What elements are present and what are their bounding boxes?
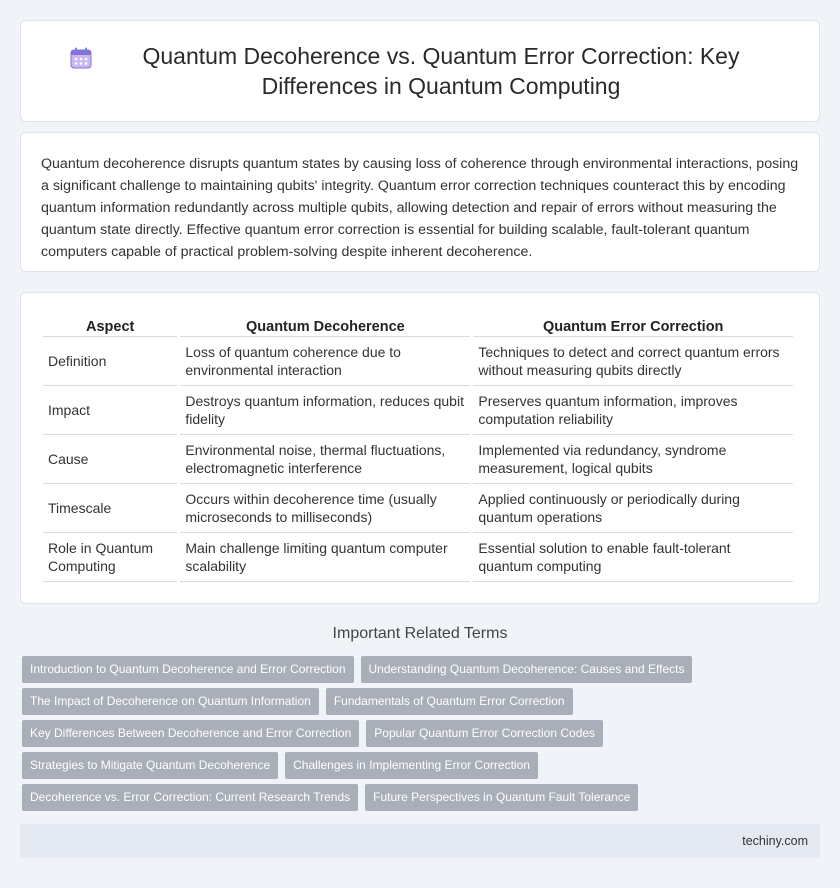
related-term-tag[interactable]: Introduction to Quantum Decoherence and Error Correction bbox=[22, 656, 354, 683]
cell-error-correction: Applied continuously or periodically during quantum operations bbox=[473, 484, 793, 533]
related-term-tag[interactable]: Popular Quantum Error Correction Codes bbox=[366, 720, 603, 747]
tag-row bbox=[22, 688, 822, 715]
tag-row bbox=[22, 720, 822, 747]
cell-aspect: Role in Quantum Computing bbox=[43, 533, 177, 582]
table-header-row bbox=[43, 315, 793, 337]
footer bbox=[20, 824, 820, 858]
header-aspect: Aspect bbox=[43, 315, 177, 337]
comparison-table bbox=[40, 315, 796, 582]
related-term-tag[interactable]: Future Perspectives in Quantum Fault Tolerance bbox=[365, 784, 638, 811]
cell-error-correction: Preserves quantum information, improves computation reliability bbox=[473, 386, 793, 435]
related-terms-heading: Important Related Terms bbox=[332, 625, 508, 642]
intro-card bbox=[20, 132, 820, 272]
table-row bbox=[43, 435, 793, 484]
related-term-tag[interactable]: Challenges in Implementing Error Correction bbox=[285, 752, 538, 779]
cell-decoherence: Destroys quantum information, reduces qubit fidelity bbox=[180, 386, 470, 435]
related-terms-tags bbox=[22, 656, 822, 816]
table-row bbox=[43, 337, 793, 386]
cell-aspect: Definition bbox=[43, 337, 177, 386]
cell-error-correction: Implemented via redundancy, syndrome measurement, logical qubits bbox=[473, 435, 793, 484]
cell-decoherence: Loss of quantum coherence due to environmental interaction bbox=[180, 337, 470, 386]
cell-aspect: Timescale bbox=[43, 484, 177, 533]
title-wrap bbox=[70, 41, 770, 101]
header-quantum-decoherence: Quantum Decoherence bbox=[180, 315, 470, 337]
table-row bbox=[43, 533, 793, 582]
tag-row bbox=[22, 656, 822, 683]
header-quantum-error-correction: Quantum Error Correction bbox=[473, 315, 793, 337]
calendar-icon bbox=[70, 47, 92, 69]
title-card bbox=[20, 20, 820, 122]
related-term-tag[interactable]: The Impact of Decoherence on Quantum Information bbox=[22, 688, 319, 715]
cell-aspect: Impact bbox=[43, 386, 177, 435]
tag-row bbox=[22, 784, 822, 811]
cell-error-correction: Techniques to detect and correct quantum errors without measuring qubits directly bbox=[473, 337, 793, 386]
tag-row bbox=[22, 752, 822, 779]
table-row bbox=[43, 484, 793, 533]
intro-paragraph: Quantum decoherence disrupts quantum states by causing loss of coherence through environmental interactions, posing a significant challenge to maintaining qubits' integrity. Quantum error correction techniques counteract this by encoding quantum information redundantly across multiple qubits, allowing detection and repair of errors without measuring the quantum state directly. Effective quantum error correction is essential for building scalable, fault-tolerant quantum computers capable of practical problem-solving despite inherent decoherence. bbox=[41, 156, 799, 260]
footer-site[interactable]: techiny.com bbox=[742, 834, 808, 848]
related-term-tag[interactable]: Decoherence vs. Error Correction: Current Research Trends bbox=[22, 784, 358, 811]
related-term-tag[interactable]: Key Differences Between Decoherence and Error Correction bbox=[22, 720, 359, 747]
related-term-tag[interactable]: Fundamentals of Quantum Error Correction bbox=[326, 688, 573, 715]
cell-decoherence: Environmental noise, thermal fluctuations, electromagnetic interference bbox=[180, 435, 470, 484]
table-row bbox=[43, 386, 793, 435]
cell-decoherence: Main challenge limiting quantum computer scalability bbox=[180, 533, 470, 582]
cell-error-correction: Essential solution to enable fault-tolerant quantum computing bbox=[473, 533, 793, 582]
cell-aspect: Cause bbox=[43, 435, 177, 484]
page-title: Quantum Decoherence vs. Quantum Error Correction: Key Differences in Quantum Computing bbox=[142, 43, 740, 99]
related-term-tag[interactable]: Strategies to Mitigate Quantum Decoherence bbox=[22, 752, 278, 779]
comparison-table-card bbox=[20, 292, 820, 604]
cell-decoherence: Occurs within decoherence time (usually microseconds to milliseconds) bbox=[180, 484, 470, 533]
related-term-tag[interactable]: Understanding Quantum Decoherence: Causes and Effects bbox=[361, 656, 693, 683]
